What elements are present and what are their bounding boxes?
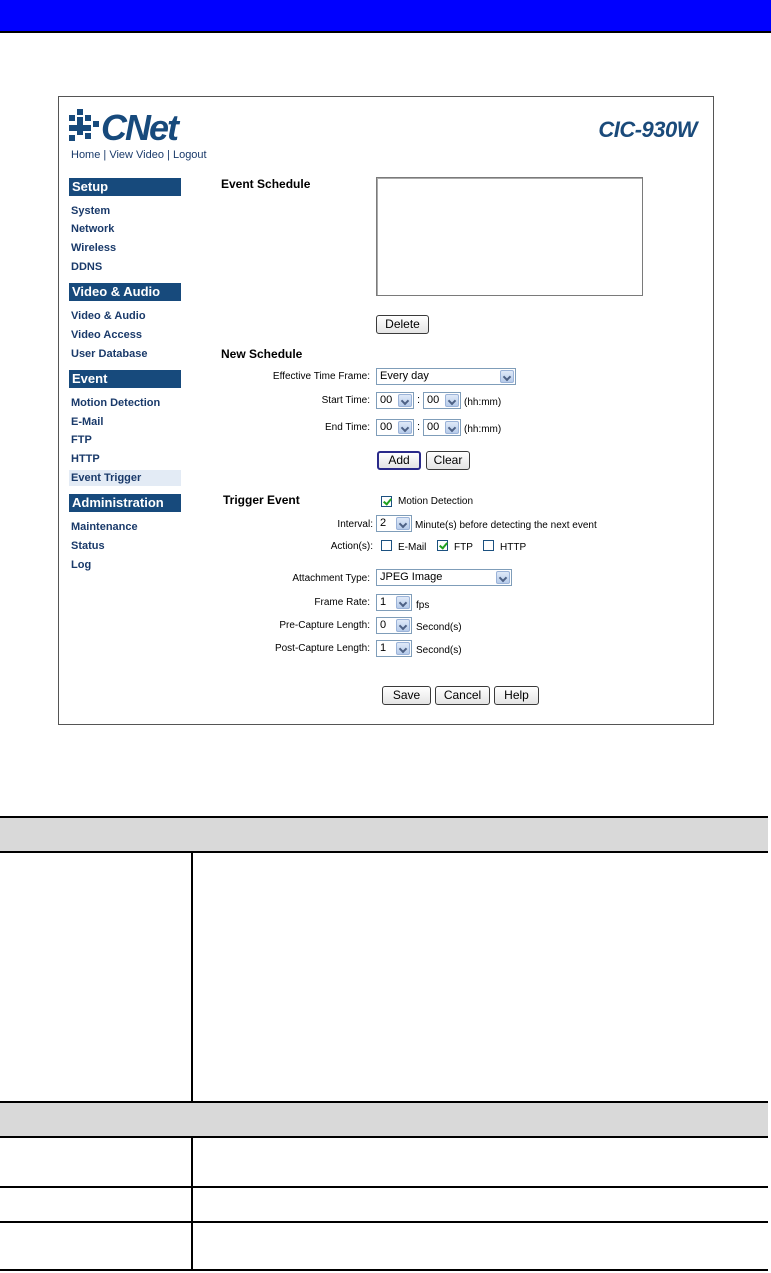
post-capture-value: 1 bbox=[380, 642, 387, 654]
chevron-down-icon bbox=[396, 642, 410, 655]
frame-rate-label: Frame Rate: bbox=[314, 597, 370, 608]
chevron-down-icon bbox=[396, 517, 410, 530]
table-column-divider bbox=[191, 1188, 193, 1223]
attachment-type-select[interactable] bbox=[376, 569, 512, 586]
frame-rate-select[interactable] bbox=[376, 594, 412, 611]
nav-item-log[interactable]: Log bbox=[71, 559, 92, 571]
end-time-label: End Time: bbox=[324, 422, 370, 433]
camera-admin-window bbox=[58, 96, 714, 725]
http-action-checkbox[interactable] bbox=[483, 540, 494, 551]
pre-capture-label: Pre-Capture Length: bbox=[279, 620, 370, 631]
cancel-button[interactable]: Cancel bbox=[435, 686, 490, 705]
chevron-down-icon bbox=[445, 421, 459, 434]
chevron-down-icon bbox=[500, 370, 514, 383]
end-minute-select[interactable] bbox=[423, 419, 461, 436]
table-column-divider bbox=[191, 1223, 193, 1269]
frame-rate-value: 1 bbox=[380, 596, 387, 608]
nav-item-maintenance[interactable]: Maintenance bbox=[71, 521, 138, 533]
event-schedule-list[interactable] bbox=[376, 177, 643, 296]
cnet-logo bbox=[67, 107, 197, 152]
nav-item-video-audio[interactable]: Video & Audio bbox=[71, 310, 146, 322]
view-video-link[interactable]: View Video bbox=[109, 149, 164, 161]
chevron-down-icon bbox=[398, 394, 412, 407]
email-action-checkbox[interactable] bbox=[381, 540, 392, 551]
nav-item-video-access[interactable]: Video Access bbox=[71, 329, 142, 341]
table-row bbox=[0, 1136, 768, 1188]
table-column-divider bbox=[191, 1138, 193, 1188]
motion-detection-checkbox[interactable] bbox=[381, 496, 392, 507]
nav-item-wireless[interactable]: Wireless bbox=[71, 242, 117, 254]
add-button[interactable]: Add bbox=[377, 451, 421, 470]
table-column-divider bbox=[191, 853, 193, 1103]
end-hour-value: 00 bbox=[380, 421, 393, 433]
ftp-action-label: FTP bbox=[454, 542, 473, 553]
pre-capture-value: 0 bbox=[380, 619, 387, 631]
pre-capture-unit: Second(s) bbox=[416, 622, 462, 633]
new-schedule-title: New Schedule bbox=[221, 347, 303, 361]
chevron-down-icon bbox=[398, 421, 412, 434]
interval-label: Interval: bbox=[337, 519, 373, 530]
nav-section-setup: Setup bbox=[69, 178, 181, 196]
nav-item-ftp[interactable]: FTP bbox=[71, 434, 92, 446]
interval-select[interactable] bbox=[376, 515, 412, 532]
nav-section-event: Event bbox=[69, 370, 181, 388]
table-section-header bbox=[0, 816, 768, 853]
save-button[interactable]: Save bbox=[382, 686, 431, 705]
event-schedule-title: Event Schedule bbox=[221, 177, 311, 191]
time-colon: : bbox=[417, 394, 421, 406]
post-capture-label: Post-Capture Length: bbox=[274, 643, 370, 654]
nav-item-email[interactable]: E-Mail bbox=[71, 416, 104, 428]
end-hour-select[interactable] bbox=[376, 419, 414, 436]
nav-item-http[interactable]: HTTP bbox=[71, 453, 100, 465]
help-button[interactable]: Help bbox=[494, 686, 539, 705]
nav-item-network[interactable]: Network bbox=[71, 223, 115, 235]
delete-button[interactable]: Delete bbox=[376, 315, 429, 334]
link-separator: | bbox=[103, 149, 110, 161]
table-row bbox=[0, 851, 768, 1103]
attachment-type-value: JPEG Image bbox=[380, 571, 443, 583]
effective-time-label: Effective Time Frame: bbox=[272, 371, 370, 382]
model-name: CIC-930W bbox=[598, 117, 697, 142]
nav-item-system[interactable]: System bbox=[71, 205, 111, 217]
start-hour-value: 00 bbox=[380, 394, 393, 406]
nav-item-ddns[interactable]: DDNS bbox=[71, 261, 103, 273]
start-time-label: Start Time: bbox=[321, 395, 370, 406]
clear-button[interactable]: Clear bbox=[426, 451, 470, 470]
post-capture-select[interactable] bbox=[376, 640, 412, 657]
chevron-down-icon bbox=[396, 596, 410, 609]
nav-item-status[interactable]: Status bbox=[71, 540, 105, 552]
effective-time-select[interactable] bbox=[376, 368, 516, 385]
post-capture-unit: Second(s) bbox=[416, 645, 462, 656]
nav-item-motion-detection[interactable]: Motion Detection bbox=[71, 397, 161, 409]
link-separator: | bbox=[167, 149, 173, 161]
home-link[interactable]: Home bbox=[71, 149, 101, 161]
frame-rate-unit: fps bbox=[416, 600, 430, 611]
end-minute-value: 00 bbox=[427, 421, 440, 433]
table-row bbox=[0, 1186, 768, 1223]
table-row bbox=[0, 1221, 768, 1271]
chevron-down-icon bbox=[396, 619, 410, 632]
start-hour-select[interactable] bbox=[376, 392, 414, 409]
logo-wordmark: CNet bbox=[101, 107, 178, 147]
attachment-type-label: Attachment Type: bbox=[292, 573, 370, 584]
top-links bbox=[71, 149, 207, 161]
start-time-format: (hh:mm) bbox=[464, 397, 502, 408]
motion-detection-label: Motion Detection bbox=[398, 496, 474, 507]
ftp-action-checkbox[interactable] bbox=[437, 540, 448, 551]
nav-section-video-audio: Video & Audio bbox=[69, 283, 181, 301]
interval-suffix: Minute(s) before detecting the next event bbox=[415, 520, 597, 531]
end-time-format: (hh:mm) bbox=[464, 424, 502, 435]
start-minute-value: 00 bbox=[427, 394, 440, 406]
chevron-down-icon bbox=[445, 394, 459, 407]
nav-item-event-trigger[interactable]: Event Trigger bbox=[69, 470, 181, 486]
effective-time-value: Every day bbox=[380, 370, 429, 382]
actions-label: Action(s): bbox=[330, 541, 373, 552]
nav-item-user-database[interactable]: User Database bbox=[71, 348, 148, 360]
nav-section-administration: Administration bbox=[69, 494, 181, 512]
email-action-label: E-Mail bbox=[398, 542, 427, 553]
table-section-header bbox=[0, 1101, 768, 1138]
interval-value: 2 bbox=[380, 517, 387, 529]
trigger-event-title: Trigger Event bbox=[223, 493, 300, 507]
logout-link[interactable]: Logout bbox=[172, 149, 207, 161]
time-colon: : bbox=[417, 421, 421, 433]
start-minute-select[interactable] bbox=[423, 392, 461, 409]
cnet-logo-icon bbox=[67, 107, 197, 147]
pre-capture-select[interactable] bbox=[376, 617, 412, 634]
document-header-bar bbox=[0, 0, 771, 33]
http-action-label: HTTP bbox=[500, 542, 527, 553]
chevron-down-icon bbox=[496, 571, 510, 584]
